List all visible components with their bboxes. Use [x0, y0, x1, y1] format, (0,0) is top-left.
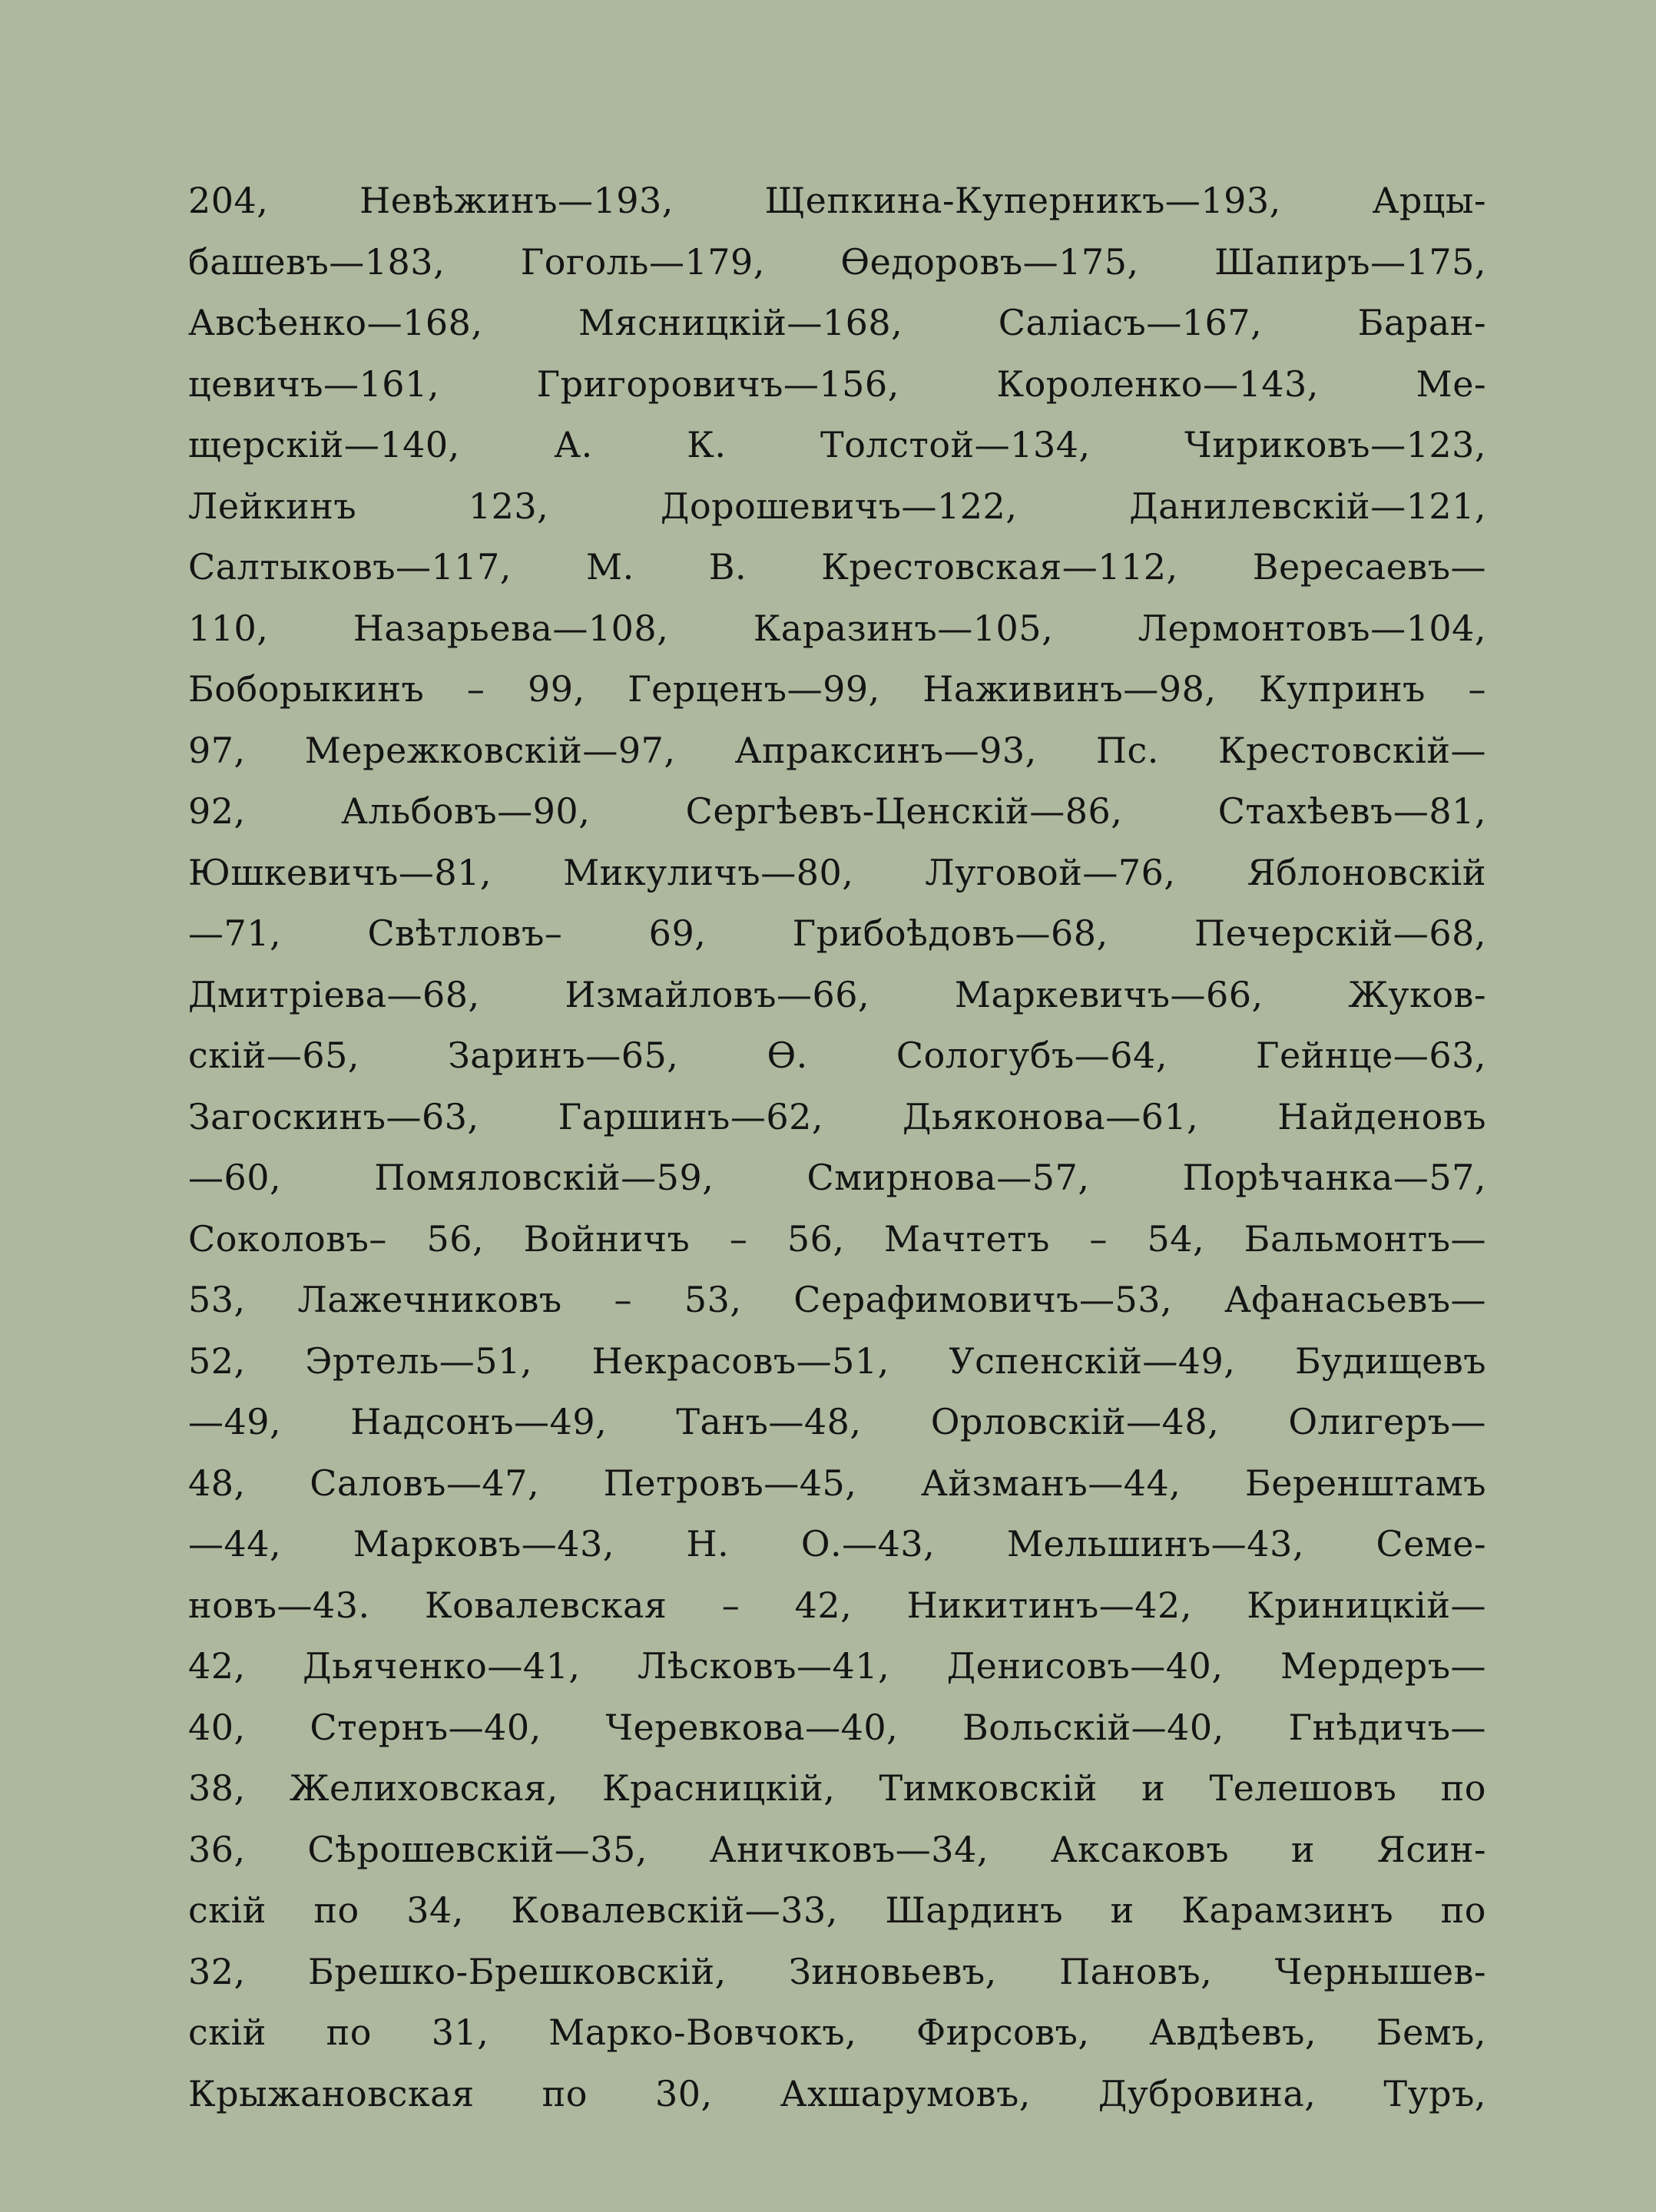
text-line: Крыжановская по 30, Ахшарумовъ, Дубровина, Туръ,: [188, 2072, 1486, 2114]
text-block: [188, 171, 1486, 2124]
text-line: —71, Свѣтловъ– 69, Грибоѣдовъ—68, Печерскій—68,: [188, 912, 1486, 954]
text-line: 32, Брешко-Брешковскій, Зиновьевъ, Пановъ, Чернышев-: [188, 1950, 1486, 1992]
text-line: 36, Сѣрошевскій—35, Аничковъ—34, Аксаковъ и Ясин-: [188, 1828, 1486, 1870]
text-line: скій по 31, Марко-Вовчокъ, Фирсовъ, Авдѣевъ, Бемъ,: [188, 2012, 1486, 2053]
text-line: Юшкевичъ—81, Микуличъ—80, Луговой—76, Яблоновскій: [188, 851, 1486, 893]
text-line: 40, Стернъ—40, Черевкова—40, Вольскій—40, Гнѣдичъ—: [188, 1706, 1486, 1748]
text-line: Загоскинъ—63, Гаршинъ—62, Дьяконова—61, Найденовъ: [188, 1095, 1486, 1137]
text-line: новъ—43. Ковалевская – 42, Никитинъ—42, Криницкій—: [188, 1584, 1486, 1626]
text-line: 52, Эртель—51, Некрасовъ—51, Успенскій—49, Будищевъ: [188, 1339, 1486, 1382]
text-line: 48, Саловъ—47, Петровъ—45, Айзманъ—44, Беренштамъ: [188, 1462, 1486, 1504]
text-line: 53, Лажечниковъ – 53, Серафимовичъ—53, Афанасьевъ—: [188, 1279, 1486, 1320]
text-line: 42, Дьяченко—41, Лѣсковъ—41, Денисовъ—40, Мердеръ—: [188, 1645, 1486, 1687]
text-line: скій—65, Заринъ—65, Ө. Сологубъ—64, Гейнце—63,: [188, 1035, 1486, 1076]
text-line: Дмитріева—68, Измайловъ—66, Маркевичъ—66, Жуков-: [188, 973, 1486, 1015]
text-line: Авсѣенко—168, Мясницкій—168, Саліасъ—167, Баран-: [188, 302, 1486, 343]
text-line: щерскій—140, А. К. Толстой—134, Чириковъ—123,: [188, 424, 1486, 465]
text-line: Лейкинъ 123, Дорошевичъ—122, Данилевскій—121,: [188, 485, 1486, 527]
text-line: башевъ—183, Гоголь—179, Өедоровъ—175, Шапиръ—175,: [188, 240, 1486, 283]
text-line: Салтыковъ—117, М. В. Крестовская—112, Вересаевъ—: [188, 546, 1486, 588]
text-line: Соколовъ– 56, Войничъ – 56, Мачтетъ – 54, Бальмонтъ—: [188, 1217, 1486, 1260]
text-line: цевичъ—161, Григоровичъ—156, Короленко—143, Ме-: [188, 363, 1486, 405]
text-line: 204, Невѣжинъ—193, Щепкина-Куперникъ—193, Арцы-: [188, 180, 1486, 221]
text-line: 97, Мережковскій—97, Апраксинъ—93, Пс. Крестовскій—: [188, 729, 1486, 771]
text-line: —44, Марковъ—43, Н. О.—43, Мельшинъ—43, Семе-: [188, 1523, 1486, 1565]
text-line: Боборыкинъ – 99, Герценъ—99, Наживинъ—98, Купринъ –: [188, 668, 1486, 710]
text-line: —49, Надсонъ—49, Танъ—48, Орловскій—48, Олигеръ—: [188, 1401, 1486, 1442]
text-line: —60, Помяловскій—59, Смирнова—57, Порѣчанка—57,: [188, 1157, 1486, 1198]
text-line: 110, Назарьева—108, Каразинъ—105, Лермонтовъ—104,: [188, 607, 1486, 649]
text-line: 92, Альбовъ—90, Сергѣевъ-Ценскій—86, Стахѣевъ—81,: [188, 790, 1486, 832]
text-line: скій по 34, Ковалевскій—33, Шардинъ и Карамзинъ по: [188, 1889, 1486, 1931]
text-line: 38, Желиховская, Красницкій, Тимковскій и Телешовъ по: [188, 1767, 1486, 1809]
